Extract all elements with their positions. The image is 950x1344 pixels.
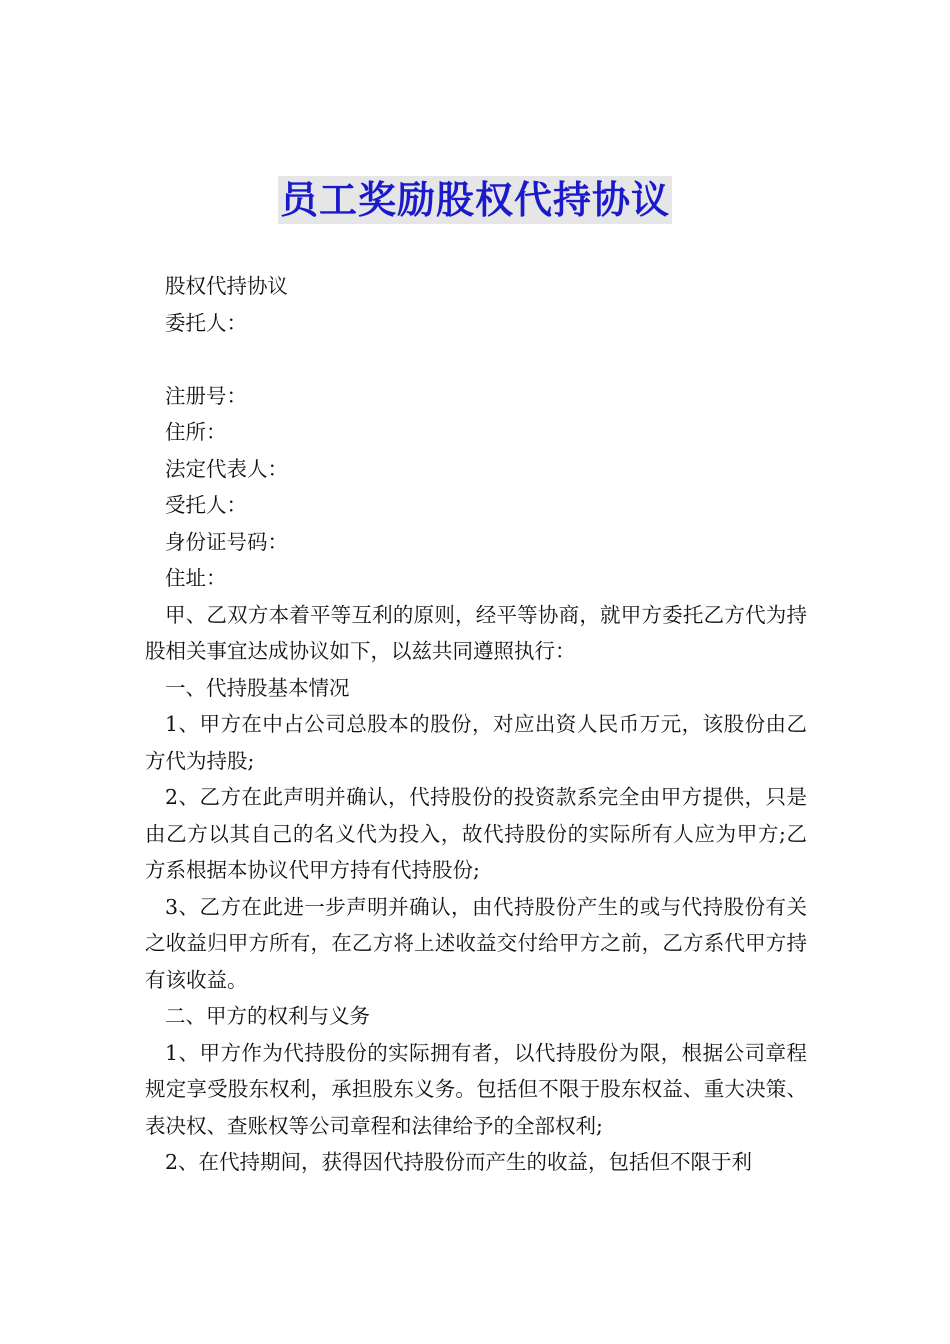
paragraph-domicile: 住所： xyxy=(165,420,227,444)
paragraph-heading: 股权代持协议 xyxy=(165,274,288,298)
paragraph-trustee: 受托人： xyxy=(165,493,247,517)
paragraph-legal-representative: 法定代表人： xyxy=(165,456,288,481)
paragraph-blank xyxy=(145,341,807,378)
document-body xyxy=(145,268,807,1181)
section-heading-2: 二、甲方的权利与义务 xyxy=(165,1004,370,1028)
section-heading-1: 一、代持股基本情况 xyxy=(165,675,350,700)
document-title: 员工奖励股权代持协议 xyxy=(279,178,670,222)
paragraph-address: 住址： xyxy=(165,566,227,590)
paragraph-preamble: 甲、乙双方本着平等互利的原则，经平等协商，就甲方委托乙方代为持股相关事宜达成协议如下，以兹共同遵照执行： xyxy=(145,602,807,663)
clause-2-2: 2、在代持期间，获得因代持股份而产生的收益，包括但不限于利 xyxy=(165,1150,753,1174)
paragraph-principal: 委托人： xyxy=(165,310,247,335)
paragraph-registration-no: 注册号： xyxy=(165,383,247,408)
clause-2-1: 1、甲方作为代持股份的实际拥有者，以代持股份为限，根据公司章程规定享受股东权利，承担股东义务。包括但不限于股东权益、重大决策、表决权、查账权等公司章程和法律给予的全部权利; xyxy=(145,1040,807,1138)
clause-1-1: 1、甲方在中占公司总股本的股份，对应出资人民币万元，该股份由乙方代为持股; xyxy=(145,712,807,773)
clause-1-3: 3、乙方在此进一步声明并确认，由代持股份产生的或与代持股份有关之收益归甲方所有，在乙方将上述收益交付给甲方之前，乙方系代甲方持有该收益。 xyxy=(145,894,807,992)
paragraph-id-number: 身份证号码： xyxy=(165,529,288,554)
title-container xyxy=(0,176,950,224)
clause-1-2: 2、乙方在此声明并确认，代持股份的投资款系完全由甲方提供，只是由乙方以其自己的名义代为投入，故代持股份的实际所有人应为甲方;乙方系根据本协议代甲方持有代持股份; xyxy=(145,785,807,882)
